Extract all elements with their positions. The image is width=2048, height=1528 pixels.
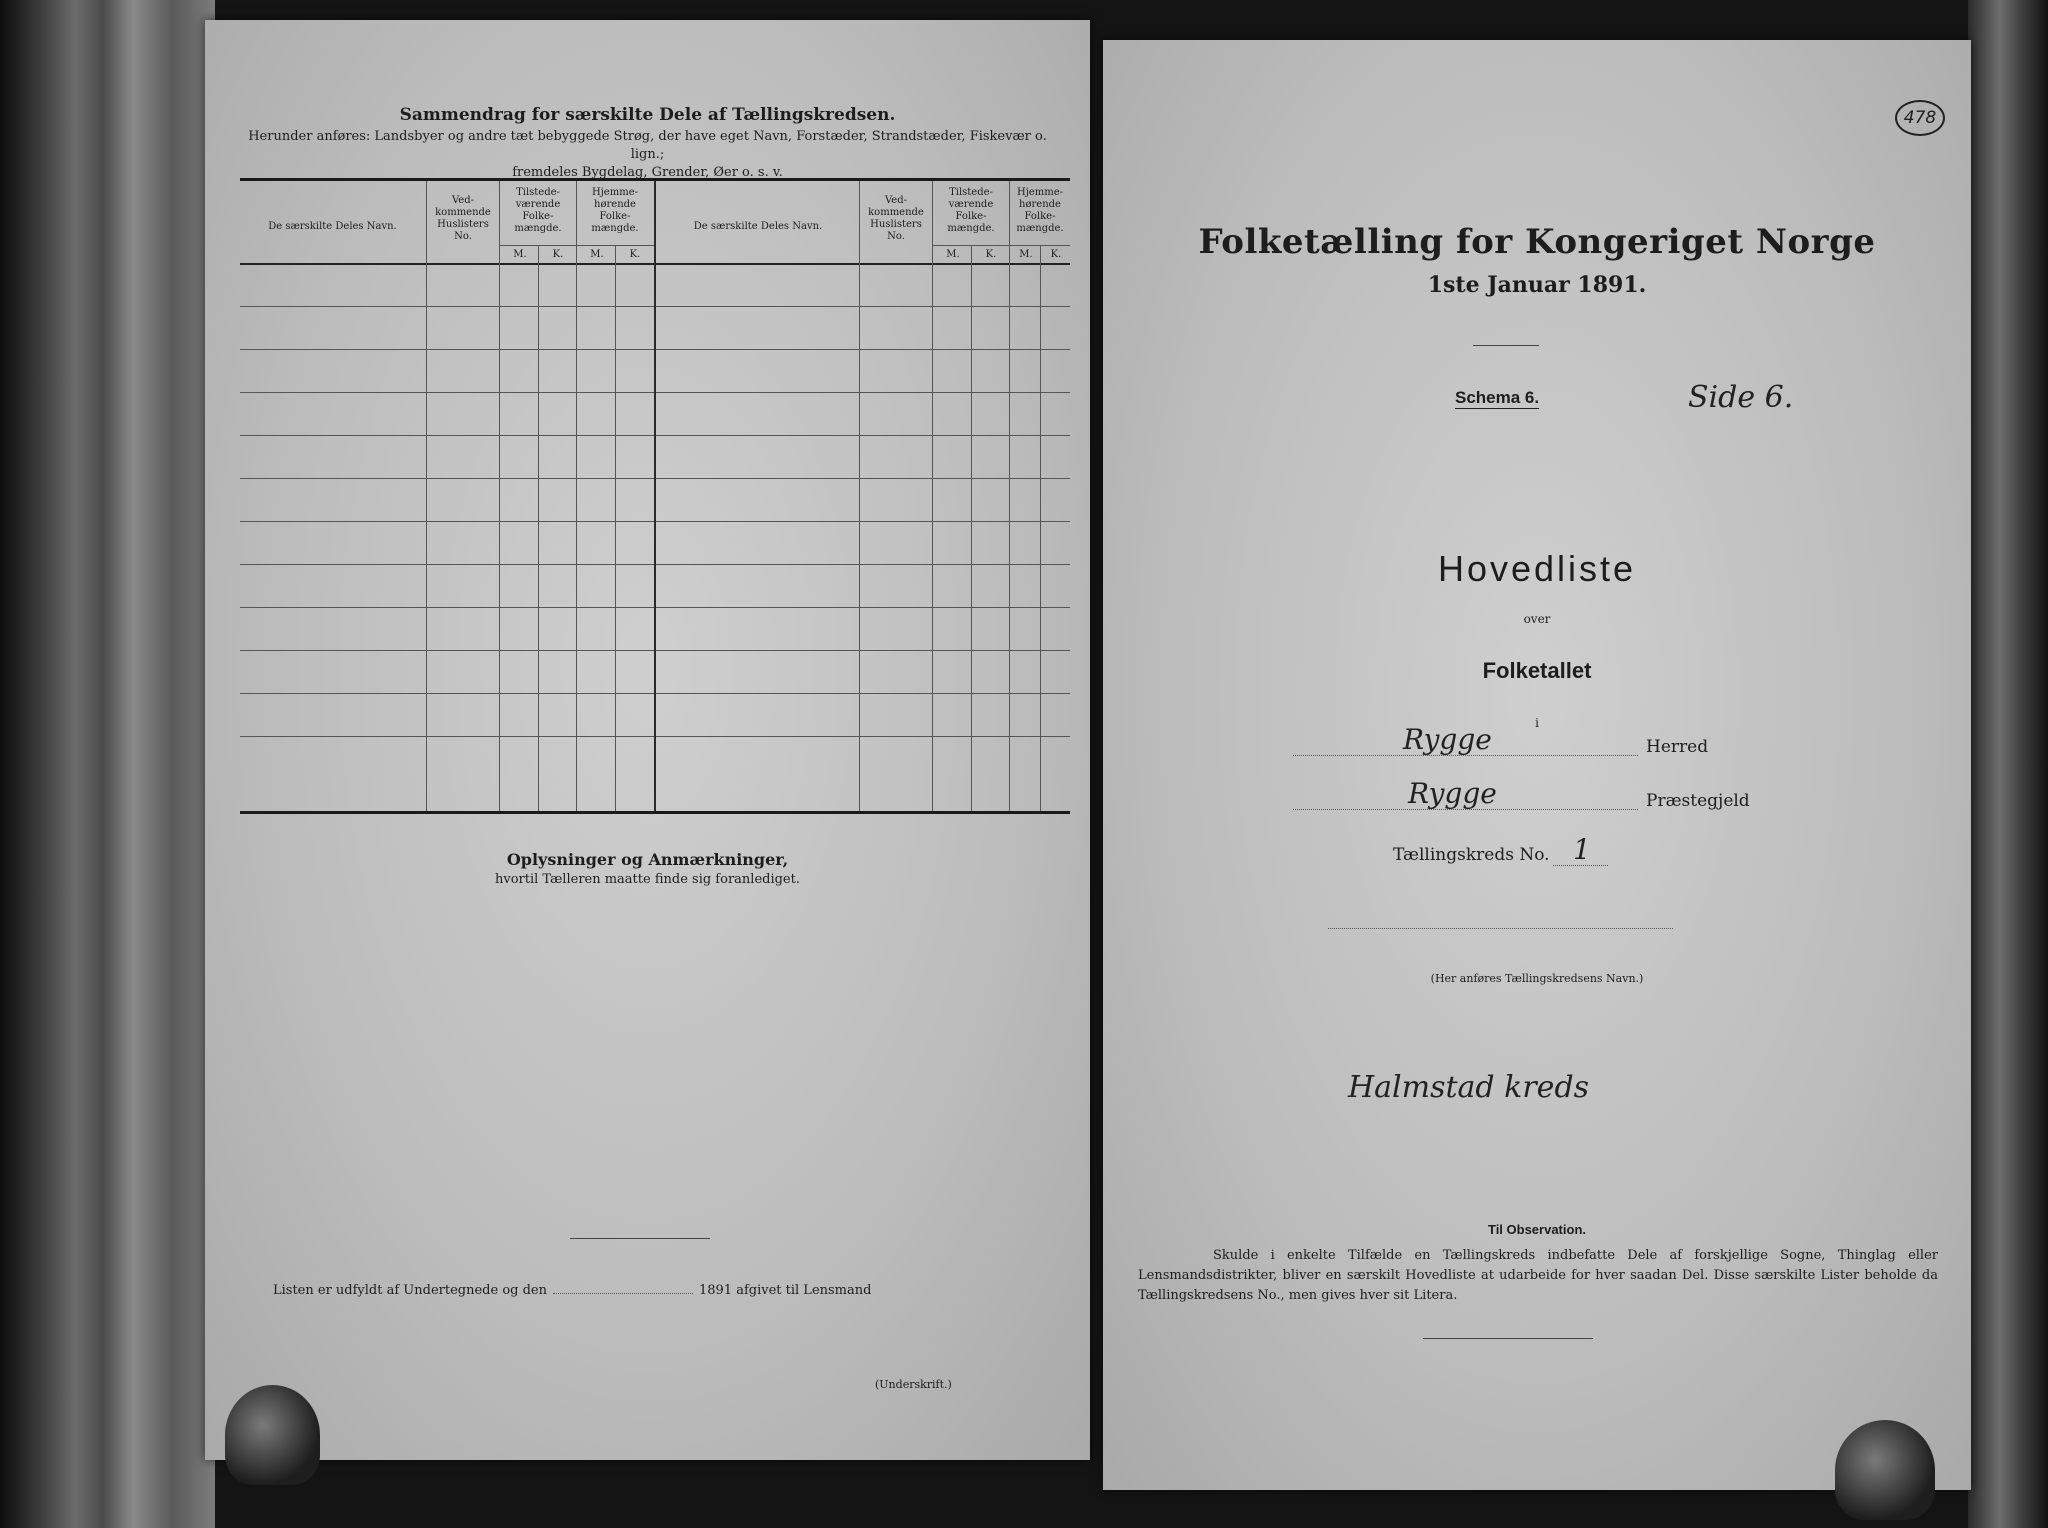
- book-spine-left: [0, 0, 215, 1528]
- notes-subtitle: hvortil Tælleren maatte finde sig foranlediget.: [495, 872, 800, 887]
- schema-label: Schema 6.: [1455, 388, 1540, 407]
- col-rule: [538, 245, 539, 811]
- folketallet-heading: Folketallet: [1482, 658, 1592, 683]
- book-spine-right: [1968, 0, 2048, 1528]
- page-number-circled: 478: [1895, 100, 1945, 136]
- i-text: i: [1535, 716, 1539, 730]
- subheader-rule-2: [933, 245, 1070, 246]
- observation-text: Skulde i enkelte Tilfælde en Tællingskreds indbefatte Dele af forskjellige Sogne, Thinglag eller Lensmandsdistrikter, bliver en særskilt Hovedliste at udarbeide for hver saadan Del. Disse særskilte Lister beholde da Tællingskredsens No., men gives hver sit Litera.: [1138, 1248, 1938, 1303]
- col-sub-m-1a: M.: [513, 249, 527, 260]
- divider-rule: [570, 1238, 710, 1239]
- binder-clip-left: [225, 1385, 320, 1485]
- col-rule: [1009, 181, 1010, 811]
- col-sub-m-1b: M.: [590, 249, 604, 260]
- summary-ledger-table: [240, 178, 1070, 814]
- col-rule: [971, 245, 972, 811]
- prestegjeld-value: Rygge: [1408, 777, 1497, 810]
- col-rule: [499, 181, 500, 811]
- col-rule: [426, 181, 427, 811]
- divider-rule: [1473, 345, 1539, 346]
- col-rule: [1040, 245, 1041, 811]
- kreds-number-label: Tællingskreds No.: [1393, 845, 1550, 865]
- summary-description: Herunder anføres: Landsbyer og andre tæt bebyggede Strøg, der have eget Navn, Forstæder, Strandstæder, Fiskevær o. lign.; fremdeles Bygdelag, Grender, Øer o. s. v.: [248, 129, 1047, 180]
- herred-value: Rygge: [1403, 723, 1492, 756]
- col-sub-m-2a: M.: [946, 249, 960, 260]
- col-rule: [859, 181, 860, 811]
- col-rule: [932, 181, 933, 811]
- kreds-number-value: 1: [1573, 833, 1591, 866]
- binder-clip-right: [1835, 1420, 1935, 1520]
- subheader-rule-1: [500, 245, 654, 246]
- schema-handwritten-note: Side 6.: [1688, 380, 1794, 415]
- herred-label: Herred: [1646, 737, 1709, 757]
- col-sub-k-1b: K.: [629, 249, 641, 260]
- col-sub-m-2b: M.: [1019, 249, 1033, 260]
- col-header-tilstede-1: Tilstede-værende Folke-mængde.: [514, 187, 562, 234]
- observation-title: Til Observation.: [1487, 1222, 1586, 1237]
- col-sub-k-2b: K.: [1050, 249, 1062, 260]
- census-date: 1ste Januar 1891.: [1427, 272, 1647, 298]
- hovedliste-heading: Hovedliste: [1437, 548, 1637, 589]
- kreds-name-fill-line: [1328, 928, 1673, 929]
- col-header-hjemme-1: Hjemme-hørende Folke-mængde.: [591, 187, 639, 234]
- col-sub-k-1a: K.: [552, 249, 564, 260]
- signoff-line: Listen er udfyldt af Undertegnede og den 1891 afgivet til Lensmand: [273, 1283, 872, 1298]
- col-rule: [615, 245, 616, 811]
- signature-caption: (Underskrift.): [875, 1378, 952, 1391]
- summary-title: Sammendrag for særskilte Dele af Tællingskredsen.: [399, 105, 896, 125]
- left-page: [205, 20, 1090, 1460]
- divider-rule: [1423, 1338, 1593, 1339]
- col-header-husliste-1: Ved-kommende Huslisters No.: [435, 195, 491, 242]
- col-rule-divider: [654, 181, 656, 811]
- over-text: over: [1523, 612, 1551, 626]
- col-header-hjemme-2: Hjemme-hørende Folke-mængde.: [1016, 187, 1064, 234]
- col-header-name-1: De særskilte Deles Navn.: [268, 221, 397, 232]
- prestegjeld-label: Præstegjeld: [1646, 791, 1750, 811]
- col-rule: [576, 181, 577, 811]
- date-fill-line: [553, 1293, 693, 1294]
- right-page: [1103, 40, 1971, 1490]
- col-header-husliste-2: Ved-kommende Huslisters No.: [868, 195, 924, 242]
- kreds-name-handwritten: Halmstad kreds: [1348, 1070, 1590, 1105]
- notes-title: Oplysninger og Anmærkninger,: [506, 850, 789, 869]
- col-header-name-2: De særskilte Deles Navn.: [693, 221, 823, 232]
- census-title: Folketælling for Kongeriget Norge: [1198, 222, 1876, 262]
- kreds-name-caption: (Her anføres Tællingskredsens Navn.): [1430, 972, 1644, 985]
- col-header-tilstede-2: Tilstede-værende Folke-mængde.: [947, 187, 995, 234]
- col-sub-k-2a: K.: [985, 249, 997, 260]
